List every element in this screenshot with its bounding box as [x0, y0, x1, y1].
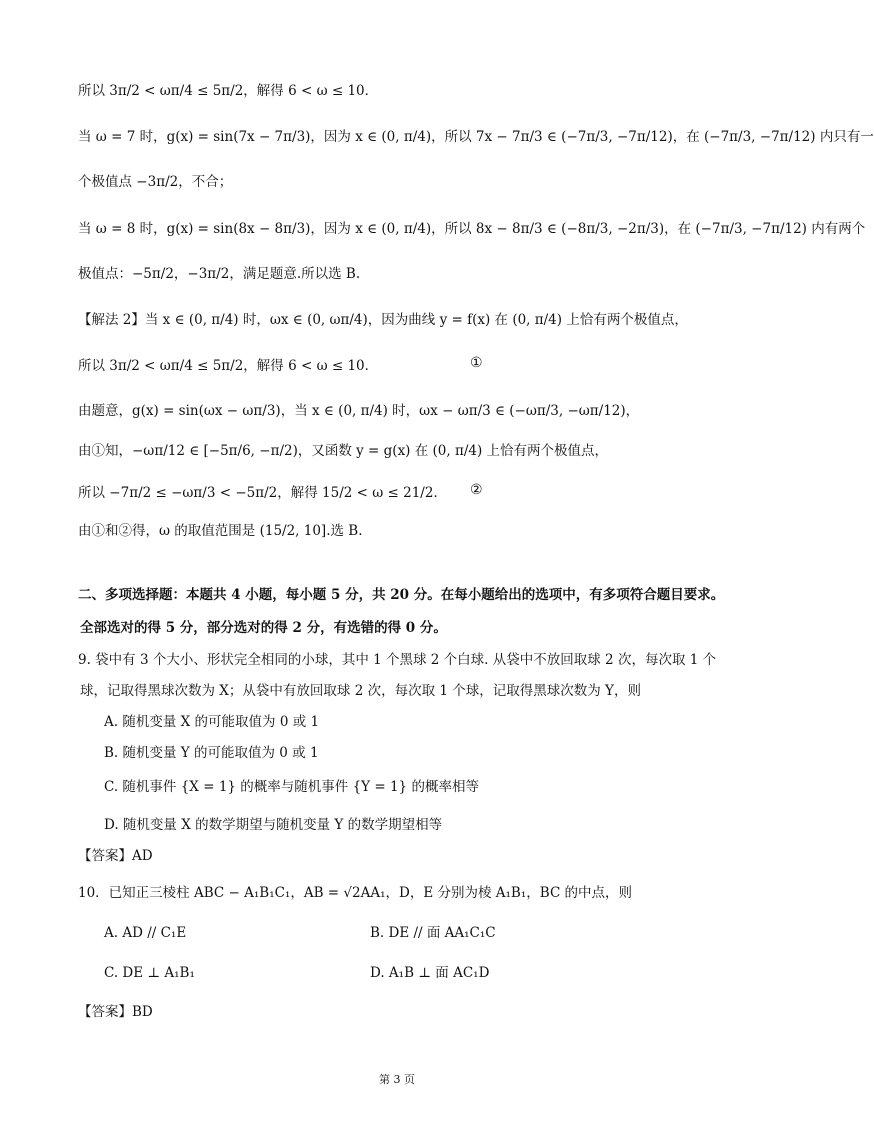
q9-option-b: B. 随机变量 Y 的可能取值为 0 或 1 — [104, 745, 319, 761]
marker-1: ① — [470, 355, 483, 371]
method2-line-1: 【解法 2】当 x ∈ (0, π/4) 时，ωx ∈ (0, ωπ/4)，因为曲线 y = f(x) 在 (0, π/4) 上恰有两个极值点， — [78, 312, 688, 328]
marker-2: ② — [470, 482, 483, 498]
q9-stem-1: 9. 袋中有 3 个大小、形状完全相同的小球，其中 1 个黑球 2 个白球. 从袋中不放回取球 2 次，每次取 1 个 — [78, 652, 717, 668]
method2-line-4: 由①知，−ωπ/12 ∈ [−5π/6, −π/2)，又函数 y = g(x) 在 (0, π/4) 上恰有两个极值点， — [78, 443, 609, 459]
method2-line-6: 由①和②得，ω 的取值范围是 (15/2, 10].选 B. — [78, 523, 363, 539]
q10-option-b: B. DE // 面 AA₁C₁C — [370, 925, 496, 941]
q10-answer: 【答案】BD — [78, 1004, 153, 1020]
q10-option-d: D. A₁B ⊥ 面 AC₁D — [370, 965, 490, 981]
method2-line-5: 所以 −7π/2 ≤ −ωπ/3 < −5π/2，解得 15/2 < ω ≤ 21/2． — [78, 485, 447, 501]
q9-stem-2: 球，记取得黑球次数为 X；从袋中有放回取球 2 次，每次取 1 个球，记取得黑球次数为 Y，则 — [80, 683, 641, 699]
page-footer: 第 3 页 — [379, 1073, 415, 1086]
section-title-2: 全部选对的得 5 分，部分选对的得 2 分，有选错的得 0 分。 — [80, 620, 447, 636]
section-title: 二、多项选择题：本题共 4 小题，每小题 5 分，共 20 分。在每小题给出的选项中，有多项符合题目要求。 — [78, 587, 725, 603]
q9-option-d: D. 随机变量 X 的数学期望与随机变量 Y 的数学期望相等 — [104, 817, 443, 833]
q10-option-c: C. DE ⊥ A₁B₁ — [104, 965, 195, 981]
q9-option-c: C. 随机事件 {X = 1} 的概率与随机事件 {Y = 1} 的概率相等 — [104, 779, 479, 795]
solution-line-4: 当 ω = 8 时，g(x) = sin(8x − 8π/3)，因为 x ∈ (0, π/4)，所以 8x − 8π/3 ∈ (−8π/3, −2π/3)，在 (−7π/3, −7π/12) 内有两个 — [78, 221, 866, 237]
solution-line-2: 当 ω = 7 时，g(x) = sin(7x − 7π/3)，因为 x ∈ (0, π/4)，所以 7x − 7π/3 ∈ (−7π/3, −7π/12)，在 (−7π/3, −7π/12) 内只有一 — [78, 129, 874, 145]
q10-option-a: A. AD // C₁E — [104, 925, 187, 941]
method2-line-2: 所以 3π/2 < ωπ/4 ≤ 5π/2，解得 6 < ω ≤ 10． — [78, 358, 379, 374]
solution-line-3: 个极值点 −3π/2，不合； — [78, 174, 233, 190]
solution-line-5: 极值点：−5π/2，−3π/2，满足题意.所以选 B. — [78, 266, 361, 282]
q10-stem: 10．已知正三棱柱 ABC − A₁B₁C₁，AB = √2AA₁，D，E 分别为棱 A₁B₁，BC 的中点，则 — [78, 885, 633, 901]
q9-option-a: A. 随机变量 X 的可能取值为 0 或 1 — [104, 714, 320, 730]
q9-answer: 【答案】AD — [78, 848, 153, 864]
method2-line-3: 由题意，g(x) = sin(ωx − ωπ/3)，当 x ∈ (0, π/4) 时，ωx − ωπ/3 ∈ (−ωπ/3, −ωπ/12)， — [78, 403, 640, 419]
solution-line-1: 所以 3π/2 < ωπ/4 ≤ 5π/2，解得 6 < ω ≤ 10． — [78, 83, 379, 99]
